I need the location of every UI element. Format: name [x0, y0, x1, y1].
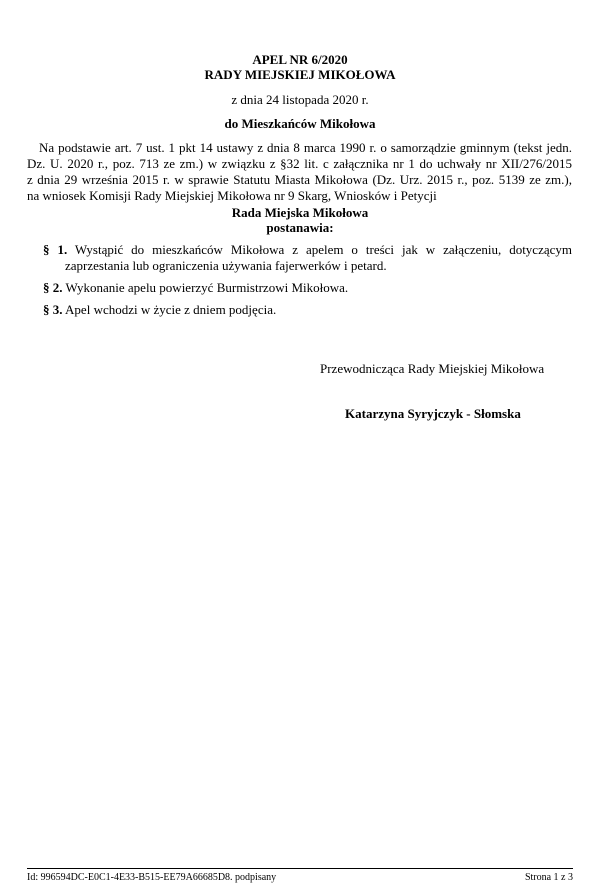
document-title: APEL NR 6/2020 [252, 52, 348, 67]
resolver-body: Rada Miejska Mikołowa [231, 205, 369, 220]
paragraph-2 [43, 280, 572, 296]
resolver-verb: postanawia: [266, 220, 334, 235]
document-date: z dnia 24 listopada 2020 r. [231, 92, 369, 107]
signature-role: Przewodnicząca Rady Miejskiej Mikołowa [320, 361, 545, 376]
preamble-line: Na podstawie art. 7 ust. 1 pkt 14 ustawy z dnia 8 marca 1990 r. o samorządzie gminnym (tekst jedn. [39, 140, 572, 155]
preamble-line: na wniosek Komisji Rady Miejskiej Mikołowa nr 9 Skarg, Wniosków i Petycji [27, 188, 437, 203]
footer-page-number: Strona 1 z 3 [524, 872, 573, 883]
preamble-line: z dnia 29 września 2015 r. w sprawie Statutu Miasta Mikołowa (Dz. Urz. 2015 r., poz. 5139 ze zm.), [27, 172, 572, 187]
signature-name: Katarzyna Syryjczyk - Słomska [345, 406, 521, 421]
preamble-line: Dz. U. 2020 r., poz. 713 ze zm.) w związku z §32 lit. c załącznika nr 1 do uchwały nr XII/276/2015 [27, 156, 572, 171]
paragraph-number: § 3. [43, 302, 63, 317]
footer-document-id: Id: 996594DC-E0C1-4E33-B515-EE79A66685D8. podpisany [27, 872, 277, 883]
paragraph-first-line [43, 242, 572, 258]
paragraph-3 [43, 302, 572, 318]
preamble [27, 140, 572, 204]
paragraph-text: Apel wchodzi w życie z dniem podjęcia. [65, 302, 277, 317]
paragraph-number: § 2. [43, 280, 63, 295]
paragraph-number: § 1. [43, 242, 68, 257]
document-addressee: do Mieszkańców Mikołowa [224, 116, 376, 131]
paragraph-text: Wystąpić do mieszkańców Mikołowa z apelem o treści jak w załączeniu, dotyczącym [74, 242, 572, 257]
paragraph-1 [43, 242, 572, 274]
paragraph-text-continued: zaprzestania lub ograniczenia używania fajerwerków i petard. [65, 258, 387, 273]
footer-divider [27, 868, 573, 869]
document-issuer: RADY MIEJSKIEJ MIKOŁOWA [204, 67, 396, 82]
paragraph-text: Wykonanie apelu powierzyć Burmistrzowi Mikołowa. [65, 280, 349, 295]
